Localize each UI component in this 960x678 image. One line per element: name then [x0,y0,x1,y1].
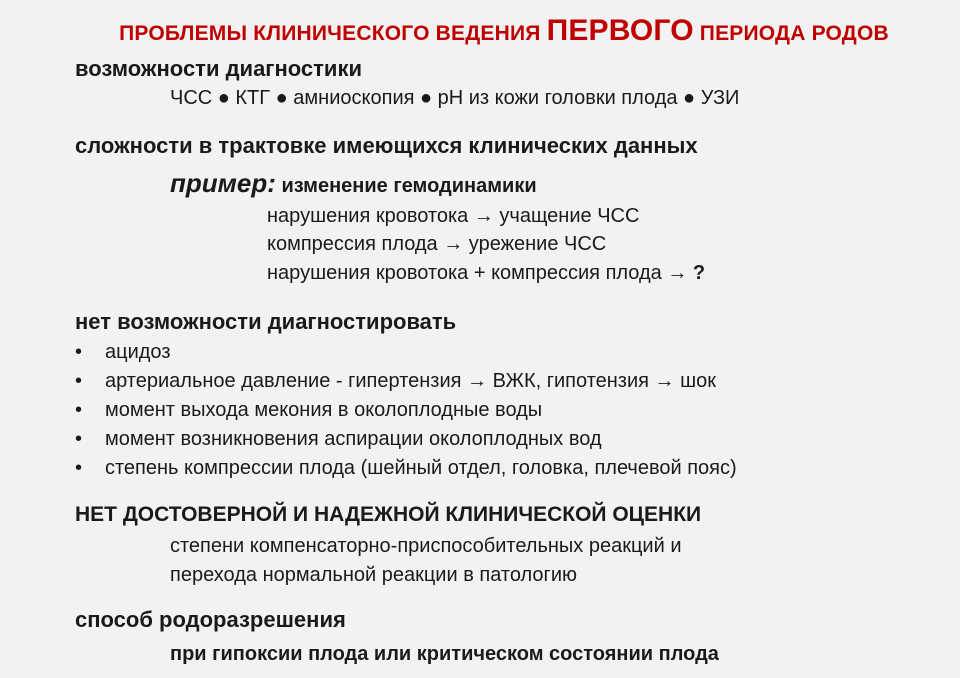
title-part1: ПРОБЛЕМЫ КЛИНИЧЕСКОГО ВЕДЕНИЯ [119,22,547,45]
example-text: изменение гемодинамики [275,175,537,197]
bullet-icon: • [75,399,83,421]
interpretation-line-1: нарушения кровотока → учащение ЧСС [267,205,640,227]
list-item [75,341,737,370]
slide-title [24,14,960,48]
interpretation-line-2: компрессия плода → урежение ЧСС [267,233,607,255]
bullet-icon: • [75,370,83,392]
delivery-heading: способ родоразрешения [75,607,346,632]
cannot-diagnose-heading: нет возможности диагностировать [75,309,457,334]
title-part2: ПЕРИОДА РОДОВ [693,22,889,45]
question-mark: ? [692,262,706,284]
bullet-list [75,341,737,486]
interpretation-line-3-text: нарушения кровотока + компрессия плода → [267,262,693,284]
title-emphasis: ПЕРВОГО [546,14,694,47]
list-item-text: артериальное давление - гипертензия → ВЖК, гипотензия → шок [105,370,716,392]
list-item-text: момент выхода мекония в околоплодные воды [105,399,543,421]
list-item [75,428,737,457]
bullet-icon: • [75,457,83,479]
bullet-icon: • [75,341,83,363]
bullet-icon: • [75,428,83,450]
no-assessment-line-2: перехода нормальной реакции в патологию [170,564,577,586]
no-assessment-heading: НЕТ ДОСТОВЕРНОЙ И НАДЕЖНОЙ КЛИНИЧЕСКОЙ ОЦЕНКИ [75,503,702,526]
example-label: пример: [170,168,276,198]
list-item [75,457,737,486]
list-item-text: степень компрессии плода (шейный отдел, головка, плечевой пояс) [105,457,737,479]
list-item-text: ацидоз [105,341,171,363]
example-line [170,168,537,199]
interpretation-heading: сложности в трактовке имеющихся клинических данных [75,133,698,158]
list-item-text: момент возникновения аспирации околоплодных вод [105,428,602,450]
diagnostics-methods: ЧСС ● КТГ ● амниоскопия ● рН из кожи головки плода ● УЗИ [170,87,740,109]
list-item [75,370,737,399]
interpretation-line-3 [267,262,705,285]
delivery-text: при гипоксии плода или критическом состоянии плода [170,643,719,665]
diagnostics-heading: возможности диагностики [75,56,362,81]
list-item [75,399,737,428]
no-assessment-line-1: степени компенсаторно-приспособительных реакций и [170,535,682,557]
